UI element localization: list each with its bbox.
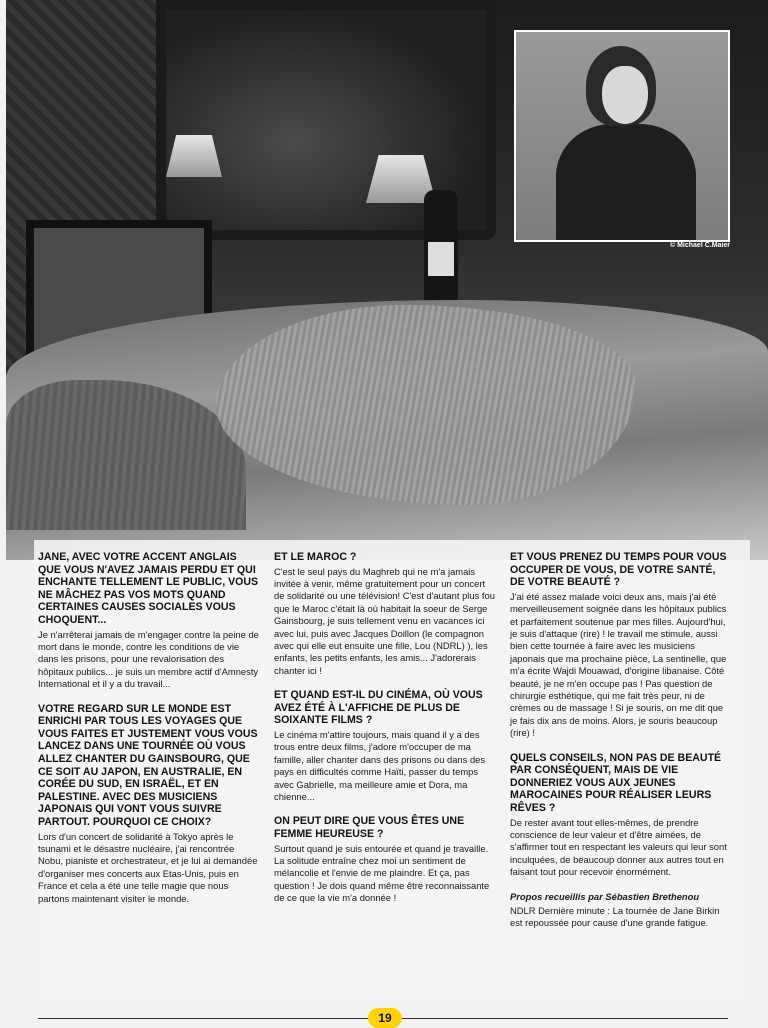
- column-2: [274, 551, 496, 917]
- portrait-body: [556, 124, 696, 242]
- answer: C'est le seul pays du Maghreb qui ne m'a jamais invitée à venir, même gratuitement pour un concert de solidarité ou une télévision! C'est d'autant plus fou que le Maroc c'était là où habitait la soeur de Serge Gainsbourg, je suis tellement venu en vacances ici avec lui, puis avec Jacques Doillon (le compagnon avec qui elle eut ensuite une fille, Lou (NDRL) ), les enfants, les petits enfants, les amis... J'adorerais chanter ici !: [274, 565, 495, 676]
- portrait-face: [602, 66, 648, 124]
- answer: J'ai été assez malade voici deux ans, mais j'ai été merveilleusement soignée dans les hôpitaux publics et parfaitement soutenue par mes filles. Aujourd'hui, je suis d'attaque (rire) ! le travail me stimule, aussi bien cette tournée à faire avec les musiciens japonais que ma prochaine pièce, La sentinelle, que m'a écrite Wajdi Mouawad, d'origine libanaise. Côté beauté, je ne m'en occupe pas ! Pas question de chirurgie esthétique, qui me fait très peur, ni de crèmes ou de massage ! Si je souris, on me dit que je fais dix ans de moins. Alors, je souris beaucoup (rire) !: [510, 590, 727, 739]
- question: ON PEUT DIRE QUE VOUS ÊTES UNE FEMME HEUREUSE ?: [274, 815, 465, 841]
- question: QUELS CONSEILS, NON PAS DE BEAUTÉ PAR CONSÉQUENT, MAIS DE VIE DONNERIEZ VOUS AUX JEUNES MAROCAINES POUR RÉALISER LEURS RÊVES ?: [510, 751, 722, 815]
- question: ET VOUS PRENEZ DU TEMPS POUR VOUS OCCUPER DE VOUS, DE VOTRE SANTÉ, DE VOTRE BEAUTÉ ?: [510, 551, 727, 589]
- portrait-photo: [514, 30, 730, 242]
- question: ET LE MAROC ?: [274, 551, 357, 563]
- wine-bottle: [424, 190, 458, 300]
- answer: Lors d'un concert de solidarité à Tokyo après le tsunami et le désastre nucléaire, j'ai rencontrée Nobu, pianiste et orchestrateur, et je lui ai demandée d'organiser mes concerts aux Etas-Unis, puis en France et cela a été une telle magie que nous partons maintenant visiter le monde.: [38, 830, 258, 904]
- question: VOTRE REGARD SUR LE MONDE EST ENRICHI PAR TOUS LES VOYAGES QUE VOUS FAITES ET JUSTEMENT VOUS VOUS LANCEZ DANS UNE TOURNÉE OÙ VOUS ALLEZ CHANTER DU GAINSBOURG, QUE CE SOIT AU JAPON, EN AUSTRALIE, EN CORÉE DU SUD, EN ISRAËL, ET EN PALESTINE. AVEC DES MUSICIENS JAPONAIS QUI VONT VOUS SUIVRE PARTOUT. POURQUOI CE CHOIX?: [38, 702, 258, 828]
- page-number: 19: [368, 1008, 402, 1028]
- signature: Propos recueillis par Sébastien Brethenou: [510, 890, 700, 902]
- column-1: [38, 551, 260, 917]
- column-3: [510, 551, 732, 942]
- answer: Surtout quand je suis entourée et quand je travaille. La solitude entraîne chez moi un sentiment de mélancolie et l'envie de me plaindre. Et ça, pas question ! Je dois quand même être reconnaissante de ce que la vie m'a donnée !: [274, 842, 490, 904]
- question: JANE, AVEC VOTRE ACCENT ANGLAIS QUE VOUS N'AVEZ JAMAIS PERDU ET QUI ENCHANTE TELLEMENT LE PUBLIC, VOUS NE MÂCHEZ PAS VOS MOTS QUAND CERTAINES CAUSES SOCIALES VOUS CHOQUENT...: [38, 551, 259, 626]
- editor-note: NDLR Dernière minute : La tournée de Jane Birkin est repoussée pour cause d'une grande fatigue.: [510, 905, 720, 929]
- answer: De rester avant tout elles-mêmes, de prendre conscience de leur valeur et d'être aimées, de s'affirmer tout en respectant les valeurs qui leur sont inculquées, de beaucoup donner aux autres tout en faisant tout pour recevoir énormément.: [510, 816, 727, 878]
- answer: Le cinéma m'attire toujours, mais quand il y a des trous entre deux films, j'adore m'occuper de ma famille, aller chanter dans des prisons ou dans des pays en difficultés comme Haïti, passer du temps avec Gabrielle, ma meilleure amie et Dora, ma chienne...: [274, 729, 486, 803]
- answer: Je n'arrêterai jamais de m'engager contre la peine de mort dans le monde, contre les conditions de vie dans les prisons, pour une revalorisation des hôpitaux publics... je suis un membre actif d'Amnesty International et il y a du travail...: [38, 628, 259, 690]
- question: ET QUAND EST-IL DU CINÉMA, OÙ VOUS AVEZ ÉTÉ À L'AFFICHE DE PLUS DE SOIXANTE FILMS ?: [274, 689, 483, 727]
- photo-credit: © Michael C.Maier: [669, 242, 730, 249]
